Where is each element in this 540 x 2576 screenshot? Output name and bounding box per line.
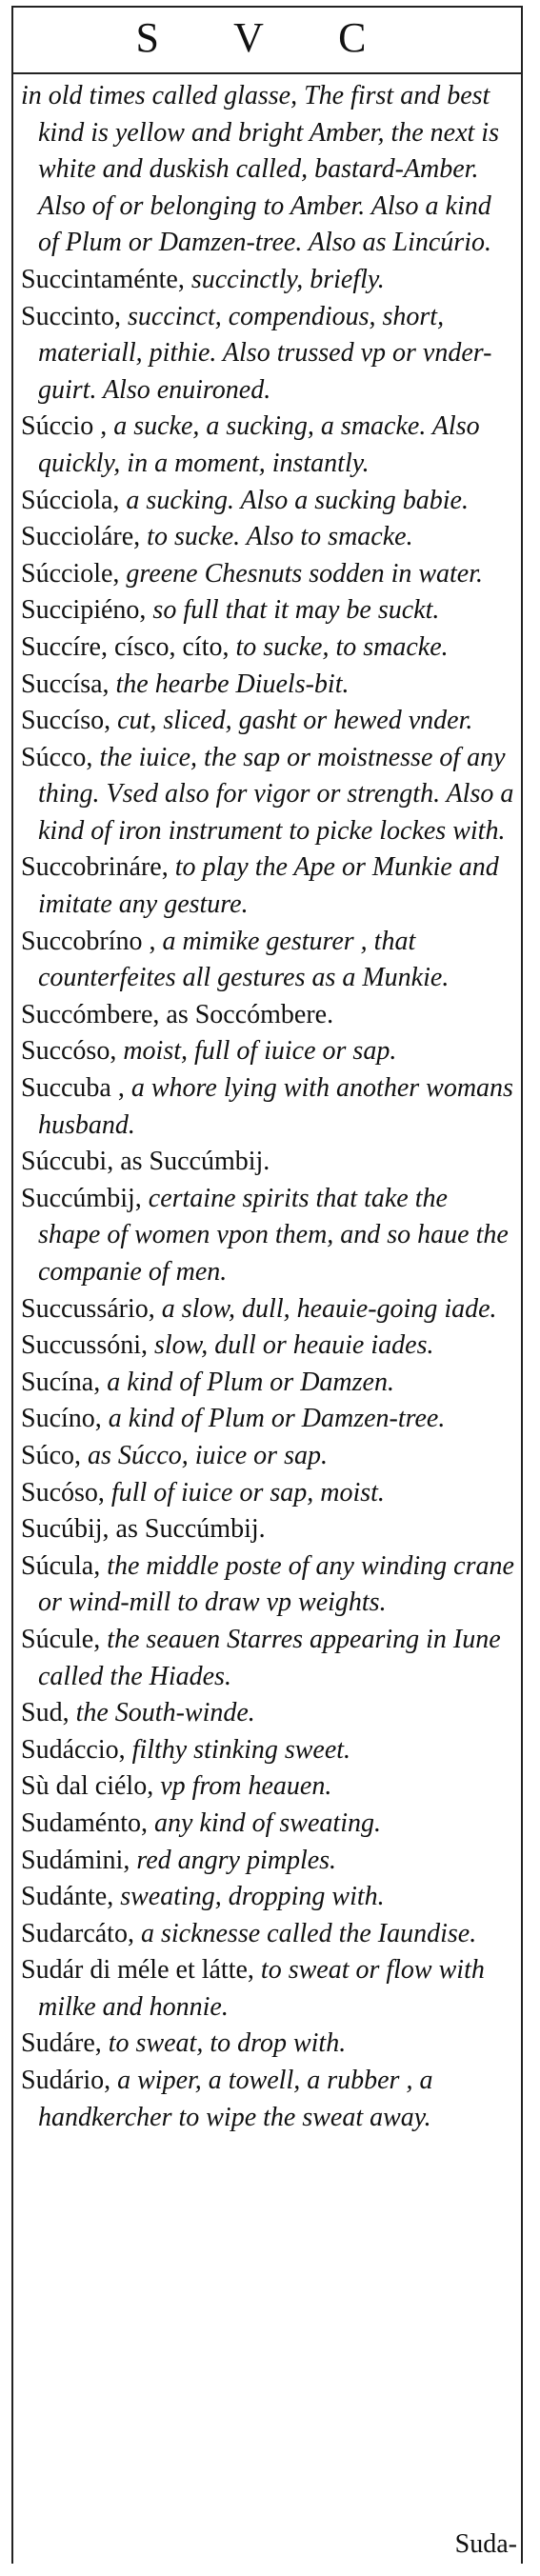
- entry-headword: Sucíno,: [21, 1404, 102, 1434]
- entry-headword: Succussário,: [21, 1293, 155, 1324]
- entry-definition: the hearbe Diuels-bit.: [109, 669, 350, 699]
- entry-definition: the seauen Starres appearing in Iune called the Hiades.: [38, 1624, 501, 1691]
- page-title: S V C: [135, 14, 399, 61]
- entry-headword: Súcco,: [21, 742, 93, 772]
- entry-definition: succinctly, briefly.: [184, 264, 385, 294]
- entry-headword: Súcciola,: [21, 485, 120, 515]
- dictionary-entry: [21, 1181, 514, 1291]
- dictionary-entry: [21, 78, 514, 262]
- entry-headword: Sudáre,: [21, 2028, 102, 2059]
- dictionary-entry: [21, 1328, 514, 1365]
- header-box: [11, 6, 523, 72]
- entry-definition: cut, sliced, gasht or hewed vnder.: [110, 706, 473, 736]
- catchword: Suda-: [454, 2529, 517, 2559]
- dictionary-entry: [21, 1695, 514, 1732]
- dictionary-entry: [21, 262, 514, 299]
- dictionary-entry: [21, 409, 514, 482]
- dictionary-entry: [21, 1916, 514, 1953]
- dictionary-entry: [21, 924, 514, 997]
- dictionary-entry: [21, 1291, 514, 1328]
- dictionary-entry: [21, 1879, 514, 1916]
- entry-headword: Succíso,: [21, 706, 111, 736]
- dictionary-entry: [21, 1843, 514, 1880]
- entry-list: [21, 78, 514, 2136]
- dictionary-entry: [21, 1401, 514, 1438]
- entry-headword: Sù dal ciélo,: [21, 1771, 154, 1802]
- dictionary-entry: [21, 1732, 514, 1769]
- entry-definition: in old times called glasse, The first and best kind is yellow and bright Amber, the next is white and duskish called, bastard-Amber. Also of or belonging to Amber. Also a kind of Plum or Damzen-tree. Also as Lincúrio.: [21, 81, 499, 258]
- dictionary-entry: [21, 629, 514, 667]
- dictionary-entry: [21, 1438, 514, 1475]
- entry-definition: any kind of sweating.: [148, 1807, 381, 1838]
- entry-headword: Succóso,: [21, 1036, 117, 1067]
- dictionary-entry: [21, 483, 514, 520]
- entry-definition: the iuice, the sap or moistnesse of any thing. Vsed also for vigor or strength. Also a kind of iron instrument to picke lockes with.: [38, 742, 514, 846]
- dictionary-entry: [21, 299, 514, 409]
- entry-headword: Súcule,: [21, 1624, 101, 1654]
- entry-headword: Sud,: [21, 1698, 70, 1728]
- entry-headword: Succuba ,: [21, 1073, 125, 1104]
- entry-headword: Succómbere, as Soccómbere.: [21, 999, 334, 1029]
- dictionary-entry: [21, 1952, 514, 2026]
- dictionary-entry: [21, 740, 514, 850]
- dictionary-entry: [21, 997, 514, 1034]
- entry-definition: to sucke, to smacke.: [229, 631, 449, 662]
- entry-definition: the South-winde.: [69, 1698, 255, 1728]
- entry-headword: Succipiéno,: [21, 595, 147, 626]
- entry-definition: full of iuice or sap, moist.: [104, 1477, 385, 1508]
- entry-definition: red angry pimples.: [130, 1845, 337, 1875]
- entry-definition: a kind of Plum or Damzen.: [100, 1367, 394, 1397]
- entry-headword: Succinto,: [21, 301, 121, 331]
- entry-definition: slow, dull or heauie iades.: [148, 1330, 434, 1361]
- entry-definition: succinct, compendious, short, materiall, pithie. Also trussed vp or vnder-guirt. Also enuironed.: [38, 301, 492, 405]
- dictionary-entry: [21, 1511, 514, 1548]
- entry-definition: a sucking. Also a sucking babie.: [119, 485, 469, 515]
- entry-definition: to sucke. Also to smacke.: [140, 522, 413, 552]
- entry-definition: a whore lying with another womans husband.: [38, 1073, 513, 1140]
- dictionary-entry: [21, 556, 514, 593]
- entry-headword: Sucína,: [21, 1367, 101, 1397]
- entry-headword: Succobríno ,: [21, 926, 156, 956]
- entry-headword: Súccubi, as Succúmbij.: [21, 1147, 270, 1177]
- dictionary-entry: [21, 519, 514, 556]
- entry-definition: so full that it may be suckt.: [146, 595, 440, 626]
- entry-headword: Sudário,: [21, 2066, 111, 2096]
- dictionary-entry: [21, 1806, 514, 1843]
- dictionary-entry: [21, 1070, 514, 1144]
- entry-headword: Succúmbij,: [21, 1183, 142, 1213]
- entry-headword: Succísa,: [21, 669, 110, 699]
- entry-headword: Succíre, císco, cíto,: [21, 631, 230, 662]
- entry-definition: a wiper, a towell, a rubber , a handkercher to wipe the sweat away.: [38, 2066, 433, 2132]
- entry-definition: a slow, dull, heauie-going iade.: [154, 1293, 497, 1324]
- entry-definition: as Súcco, iuice or sap.: [81, 1440, 328, 1470]
- entry-definition: a sicknesse called the Iaundise.: [133, 1918, 477, 1948]
- entry-headword: Succussóni,: [21, 1330, 148, 1361]
- entry-headword: Succioláre,: [21, 522, 141, 552]
- dictionary-entry: [21, 1144, 514, 1181]
- entry-definition: the middle poste of any winding crane or wind-mill to draw vp weights.: [38, 1550, 514, 1618]
- entry-definition: vp from heauen.: [153, 1771, 332, 1802]
- dictionary-entry: [21, 2026, 514, 2063]
- dictionary-entry: [21, 1475, 514, 1512]
- entry-headword: Succobrináre,: [21, 852, 169, 883]
- entry-headword: Sudámini,: [21, 1845, 130, 1875]
- entry-headword: Sudaménto,: [21, 1807, 148, 1838]
- entry-definition: sweating, dropping with.: [113, 1882, 385, 1912]
- dictionary-entry: [21, 2063, 514, 2136]
- dictionary-entry: [21, 703, 514, 740]
- entry-definition: greene Chesnuts sodden in water.: [119, 558, 484, 589]
- entry-definition: a kind of Plum or Damzen-tree.: [101, 1404, 446, 1434]
- dictionary-entry: [21, 1365, 514, 1402]
- entry-headword: Súcula,: [21, 1550, 101, 1581]
- dictionary-entry: [21, 1622, 514, 1695]
- entry-definition: to play the Ape or Munkie and imitate any gesture.: [38, 852, 499, 920]
- entry-definition: to sweat, to drop with.: [101, 2028, 347, 2059]
- entry-definition: a mimike gesturer , that counterfeites all gestures as a Munkie.: [38, 926, 450, 993]
- dictionary-entry: [21, 1548, 514, 1622]
- entry-headword: Sucúbij, as Succúmbij.: [21, 1514, 266, 1545]
- entry-definition: filthy stinking sweet.: [125, 1734, 351, 1765]
- entry-headword: Sudarcáto,: [21, 1918, 134, 1948]
- dictionary-entry: [21, 849, 514, 923]
- entry-headword: Súcciole,: [21, 558, 120, 589]
- entry-headword: Súco,: [21, 1440, 81, 1470]
- entry-headword: Sucóso,: [21, 1477, 105, 1508]
- dictionary-entry: [21, 592, 514, 629]
- entry-headword: Súccio ,: [21, 411, 108, 442]
- dictionary-entry: [21, 1033, 514, 1070]
- entry-definition: certaine spirits that take the shape of women vpon them, and so haue the companie of men.: [38, 1183, 509, 1287]
- entry-definition: moist, full of iuice or sap.: [116, 1036, 397, 1067]
- entry-headword: Sudár di méle et látte,: [21, 1955, 254, 1986]
- entry-definition: a sucke, a sucking, a smacke. Also quickly, in a moment, instantly.: [38, 411, 480, 478]
- entry-headword: Sudáccio,: [21, 1734, 126, 1765]
- entry-headword: Succintaménte,: [21, 264, 185, 294]
- dictionary-entry: [21, 667, 514, 704]
- dictionary-entry: [21, 1768, 514, 1806]
- entry-definition: to sweat or flow with milke and honnie.: [38, 1955, 485, 2022]
- entry-headword: Sudánte,: [21, 1882, 114, 1912]
